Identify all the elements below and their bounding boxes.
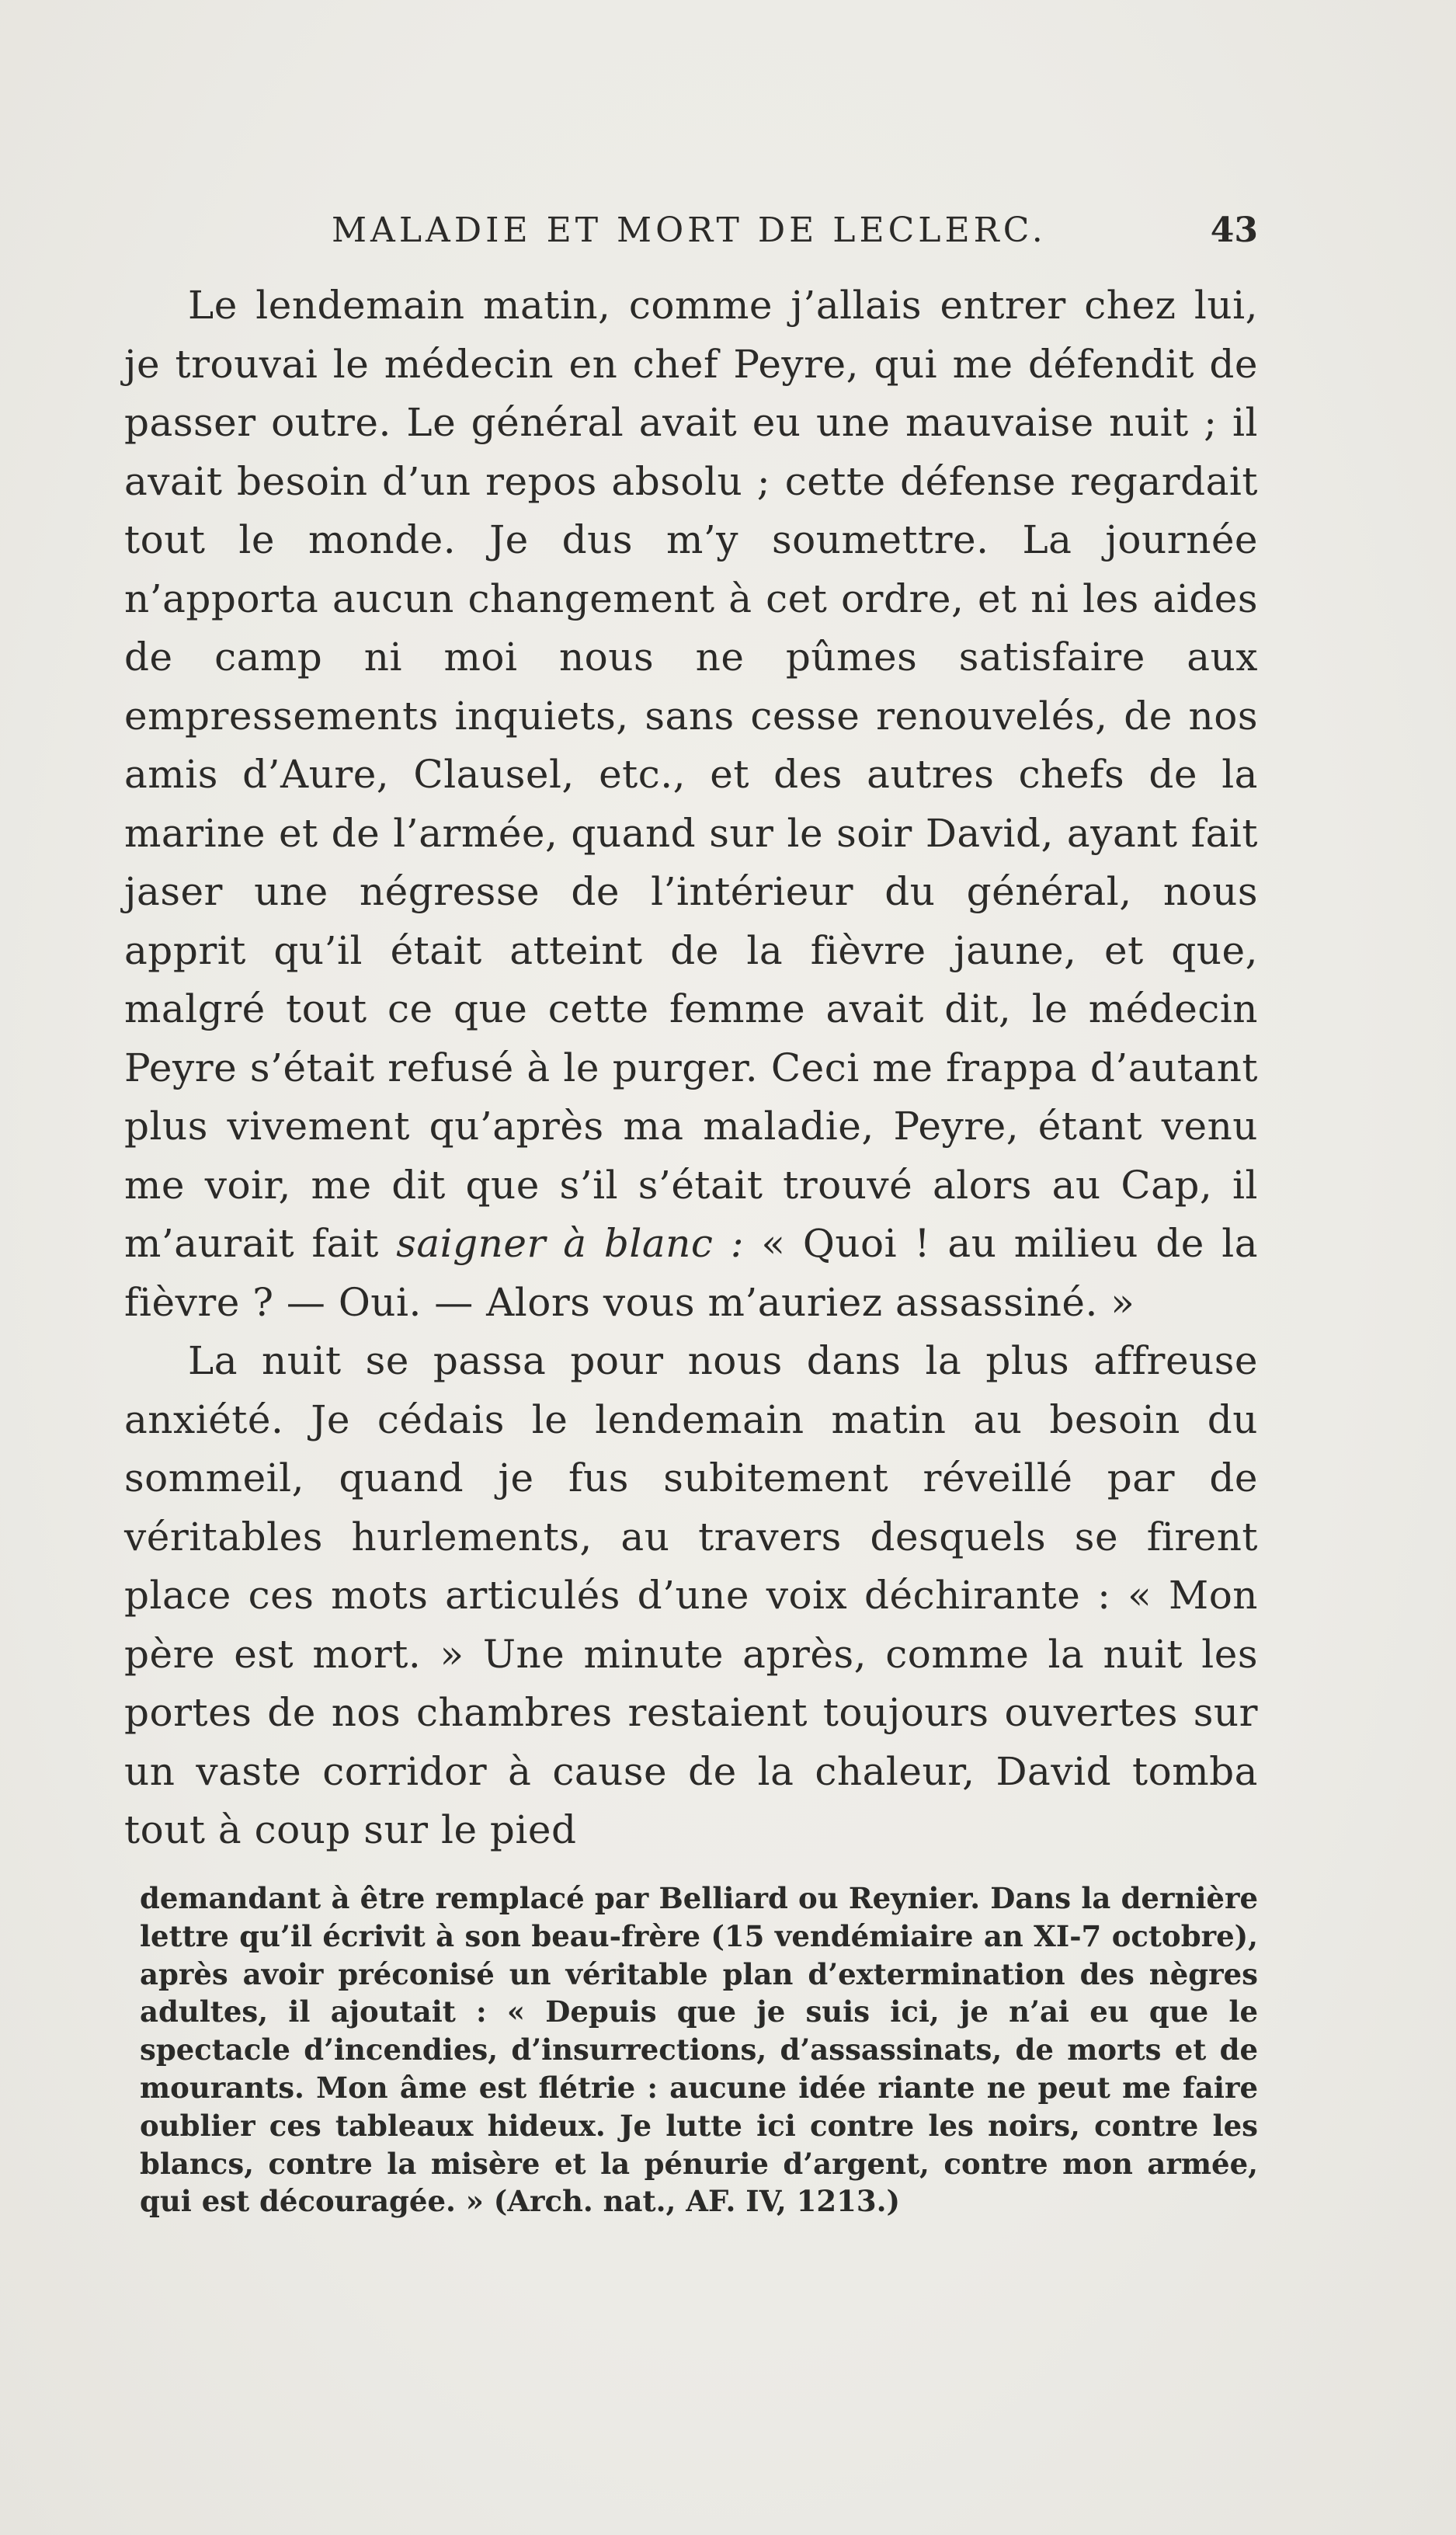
page-header	[124, 203, 1258, 258]
running-title: MALADIE ET MORT DE LECLERC.	[332, 210, 1047, 250]
page-number: 43	[1210, 210, 1258, 250]
main-text	[124, 276, 1258, 1860]
paragraph-text: « Quoi ! au milieu de la fièvre ? — Oui. — Alors vous m’auriez assassiné. »	[124, 1221, 1259, 1325]
paragraph: La nuit se passa pour nous dans la plus affreuse anxiété. Je cédais le lendemain matin au besoin du sommeil, quand je fus subitement réveillé par de véritables hurlements, au travers desquels se firent place ces mots articulés d’une voix déchirante : « Mon père est mort. » Une minute après, comme la nuit les portes de nos chambres restaient toujours ouvertes sur un vaste corridor à cause de la chaleur, David tomba tout à coup sur le pied	[124, 1338, 1258, 1852]
paragraph	[124, 276, 1258, 1332]
paragraph-text: Le lendemain matin, comme j’allais entrer chez lui, je trouvai le médecin en chef Peyre, qui me défendit de passer outre. Le général avait eu une mauvaise nuit ; il avait besoin d’un repos absolu ; cette défense regardait tout le monde. Je dus m’y soumettre. La journée n’apporta aucun changement à cet ordre, et ni les aides de camp ni moi nous ne pûmes satisfaire aux empressements inquiets, sans cesse renouvelés, de nos amis d’Aure, Clausel, etc., et des autres chefs de la marine et de l’armée, quand sur le soir David, ayant fait jaser une négresse de l’intérieur du général, nous apprit qu’il était atteint de la fièvre jaune, et que, malgré tout ce que cette femme avait dit, le médecin Peyre s’était refusé à le purger. Ceci me frappa d’autant plus vivement qu’après ma maladie, Peyre, étant venu me voir, me dit que s’il s’était trouvé alors au Cap, il m’aurait fait	[124, 283, 1258, 1266]
italic-phrase: saigner à blanc :	[396, 1221, 745, 1266]
footnote-text: demandant à être remplacé par Belliard ou Reynier. Dans la dernière lettre qu’il écrivit à son beau-frère (15 vendémiaire an XI-7 octobre), après avoir préconisé un véritable plan d’extermination des nègres adultes, il ajoutait : « Depuis que je suis ici, je n’ai eu que le spectacle d’incendies, d’insurrections, d’assassinats, de morts et de mourants. Mon âme est flétrie : aucune idée riante ne peut me faire oublier ces tableaux hideux. Je lutte ici contre les noirs, contre les blancs, contre la misère et la pénurie d’argent, contre mon armée, qui est découragée. » (Arch. nat., AF. IV, 1213.)	[140, 1881, 1258, 2219]
footnote	[140, 1880, 1258, 2220]
